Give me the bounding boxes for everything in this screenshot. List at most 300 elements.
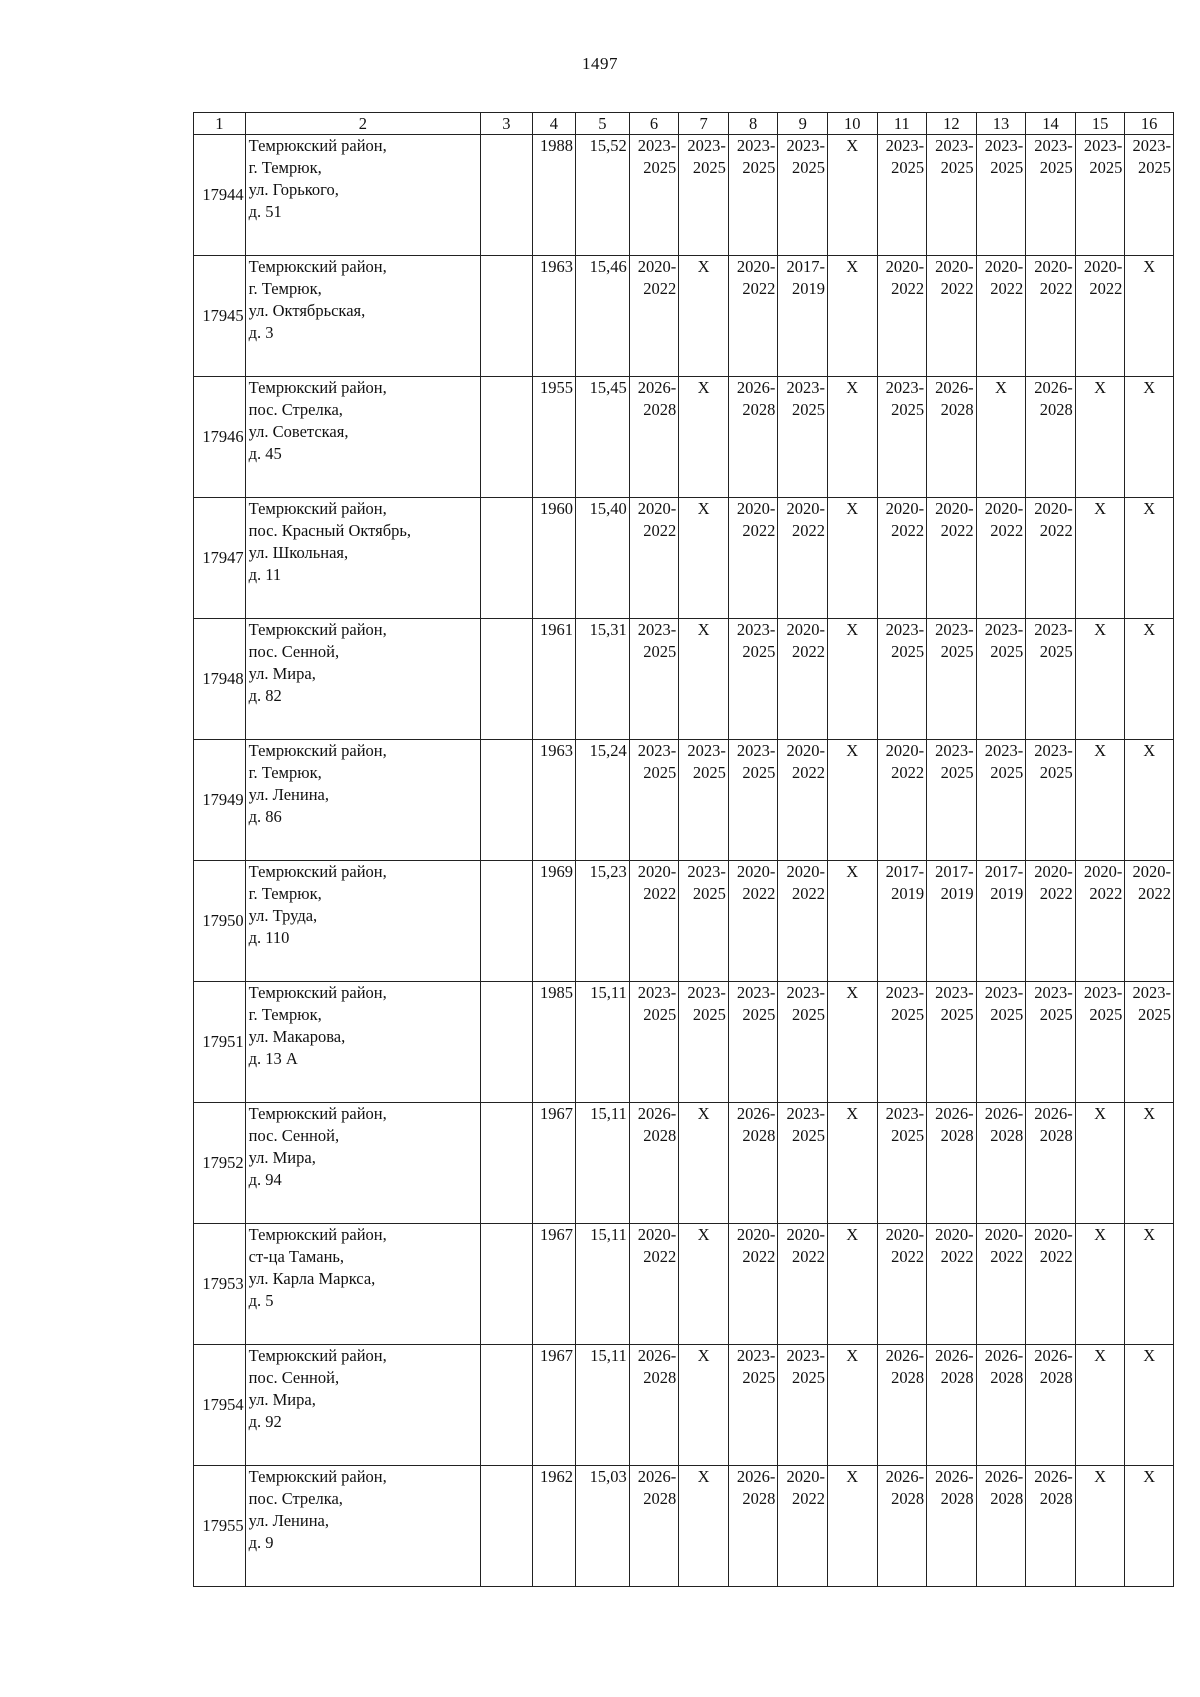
period-cell-7	[679, 135, 729, 256]
period-cell-10: X	[827, 1103, 877, 1224]
period-start: 2026-	[984, 1346, 1024, 1365]
address-cell	[245, 1224, 480, 1345]
address-line: Темрюкский район,	[248, 1346, 387, 1365]
period-cell-14	[1026, 982, 1076, 1103]
period-start: 2023-	[1083, 136, 1123, 155]
address-line: д. 51	[248, 202, 282, 221]
column-header: 3	[481, 113, 533, 135]
year-cell: 1967	[532, 1103, 575, 1224]
period-end: 2025	[1039, 1005, 1073, 1024]
period-cell-7	[679, 740, 729, 861]
period-end: 2025	[742, 1005, 776, 1024]
period-end: 2022	[990, 279, 1024, 298]
period-end: 2022	[1089, 279, 1123, 298]
period-start: 2020-	[736, 862, 776, 881]
year-cell: 1962	[532, 1466, 575, 1587]
period-end: 2025	[1089, 158, 1123, 177]
address-cell	[245, 861, 480, 982]
period-cell-16	[1125, 982, 1174, 1103]
period-cell-10: X	[827, 498, 877, 619]
period-start: 2017-	[935, 862, 974, 881]
period-cell-8	[728, 619, 778, 740]
column-3-cell	[481, 861, 533, 982]
record-number: 17950	[194, 861, 246, 982]
period-start: 2026-	[885, 1346, 925, 1365]
period-cell-6	[629, 1224, 679, 1345]
period-cell-14	[1026, 1224, 1076, 1345]
period-start: 2023-	[935, 741, 974, 760]
period-cell-11	[877, 740, 927, 861]
period-start: 2023-	[786, 378, 825, 397]
period-cell-13	[976, 619, 1026, 740]
period-cell-15	[1075, 256, 1125, 377]
period-cell-9	[778, 1466, 828, 1587]
period-start: 2023-	[637, 620, 677, 639]
period-end: 2025	[990, 642, 1024, 661]
period-end: 2025	[1138, 158, 1171, 177]
period-end: 2025	[742, 158, 776, 177]
period-start: 2023-	[885, 983, 925, 1002]
period-end: 2022	[940, 1247, 974, 1266]
period-end: 2028	[940, 400, 974, 419]
period-end: 2028	[990, 1126, 1024, 1145]
address-line: ул. Советская,	[248, 422, 349, 441]
period-cell-11	[877, 1345, 927, 1466]
table-row	[194, 498, 1174, 619]
column-header: 11	[877, 113, 927, 135]
column-3-cell	[481, 135, 533, 256]
address-cell	[245, 498, 480, 619]
column-header: 16	[1125, 113, 1174, 135]
period-start: 2017-	[984, 862, 1024, 881]
address-line: г. Темрюк,	[248, 279, 322, 298]
period-cell-7: X	[679, 619, 729, 740]
period-start: 2023-	[637, 983, 677, 1002]
address-line: Темрюкский район,	[248, 741, 387, 760]
period-cell-14	[1026, 377, 1076, 498]
period-start: 2026-	[637, 378, 677, 397]
value-cell: 15,23	[576, 861, 630, 982]
year-cell: 1960	[532, 498, 575, 619]
column-header: 7	[679, 113, 729, 135]
period-start: 2023-	[1083, 983, 1123, 1002]
period-cell-9	[778, 619, 828, 740]
period-cell-9	[778, 982, 828, 1103]
period-cell-13: X	[976, 377, 1026, 498]
period-start: 2026-	[935, 1467, 974, 1486]
table-row	[194, 1345, 1174, 1466]
period-end: 2025	[891, 642, 925, 661]
address-line: д. 110	[248, 928, 290, 947]
period-cell-7: X	[679, 1466, 729, 1587]
period-cell-7: X	[679, 1103, 729, 1224]
period-end: 2025	[1039, 158, 1073, 177]
period-start: 2023-	[935, 983, 974, 1002]
period-end: 2028	[1039, 1489, 1073, 1508]
period-cell-8	[728, 1345, 778, 1466]
period-start: 2017-	[885, 862, 925, 881]
address-cell	[245, 982, 480, 1103]
address-line: ул. Мира,	[248, 1148, 316, 1167]
address-line: ул. Горького,	[248, 180, 339, 199]
period-cell-6	[629, 619, 679, 740]
period-cell-14	[1026, 1103, 1076, 1224]
period-cell-15: X	[1075, 498, 1125, 619]
period-cell-13	[976, 256, 1026, 377]
address-line: ул. Школьная,	[248, 543, 349, 562]
period-end: 2025	[1039, 763, 1073, 782]
period-cell-8	[728, 377, 778, 498]
period-cell-15: X	[1075, 619, 1125, 740]
period-cell-9	[778, 740, 828, 861]
period-cell-7: X	[679, 377, 729, 498]
period-start: 2020-	[786, 1467, 825, 1486]
period-end: 2022	[791, 763, 825, 782]
period-end: 2025	[643, 158, 677, 177]
period-cell-14	[1026, 619, 1076, 740]
period-end: 2022	[1039, 521, 1073, 540]
period-cell-13	[976, 498, 1026, 619]
period-end: 2025	[791, 1368, 825, 1387]
column-3-cell	[481, 1345, 533, 1466]
period-start: 2026-	[984, 1467, 1024, 1486]
period-end: 2025	[940, 642, 974, 661]
table-row	[194, 861, 1174, 982]
period-end: 2022	[742, 884, 776, 903]
period-start: 2023-	[1132, 983, 1171, 1002]
period-end: 2022	[791, 521, 825, 540]
period-cell-10: X	[827, 982, 877, 1103]
column-3-cell	[481, 1103, 533, 1224]
value-cell: 15,11	[576, 1103, 630, 1224]
period-end: 2025	[791, 158, 825, 177]
period-start: 2020-	[935, 257, 974, 276]
period-cell-8	[728, 1224, 778, 1345]
period-end: 2022	[891, 763, 925, 782]
period-end: 2028	[742, 400, 776, 419]
period-end: 2025	[990, 1005, 1024, 1024]
period-end: 2028	[1039, 1368, 1073, 1387]
address-line: г. Темрюк,	[248, 1005, 322, 1024]
period-cell-13	[976, 982, 1026, 1103]
address-cell	[245, 1103, 480, 1224]
address-line: Темрюкский район,	[248, 862, 387, 881]
period-start: 2023-	[786, 136, 825, 155]
period-start: 2020-	[885, 499, 925, 518]
period-start: 2023-	[687, 983, 726, 1002]
period-cell-16: X	[1125, 256, 1174, 377]
period-cell-14	[1026, 256, 1076, 377]
period-cell-16: X	[1125, 1224, 1174, 1345]
period-start: 2023-	[1034, 620, 1073, 639]
period-start: 2026-	[1034, 1346, 1073, 1365]
address-line: д. 86	[248, 807, 282, 826]
address-line: пос. Стрелка,	[248, 1489, 343, 1508]
period-cell-11	[877, 256, 927, 377]
period-end: 2022	[643, 1247, 677, 1266]
period-cell-16: X	[1125, 1345, 1174, 1466]
period-cell-7: X	[679, 1345, 729, 1466]
period-start: 2023-	[1034, 983, 1073, 1002]
period-cell-15: X	[1075, 1103, 1125, 1224]
period-cell-12	[927, 377, 977, 498]
column-3-cell	[481, 256, 533, 377]
period-cell-13	[976, 1345, 1026, 1466]
column-3-cell	[481, 498, 533, 619]
period-cell-8	[728, 1466, 778, 1587]
column-header: 4	[532, 113, 575, 135]
period-cell-7	[679, 982, 729, 1103]
period-start: 2023-	[786, 1346, 825, 1365]
period-cell-14	[1026, 498, 1076, 619]
year-cell: 1967	[532, 1345, 575, 1466]
period-start: 2026-	[935, 378, 974, 397]
period-cell-9	[778, 1103, 828, 1224]
period-start: 2020-	[1034, 862, 1073, 881]
column-3-cell	[481, 740, 533, 861]
period-start: 2023-	[637, 136, 677, 155]
period-start: 2023-	[1132, 136, 1171, 155]
period-end: 2028	[940, 1368, 974, 1387]
period-start: 2020-	[1034, 499, 1073, 518]
address-line: г. Темрюк,	[248, 884, 322, 903]
value-cell: 15,24	[576, 740, 630, 861]
address-line: Темрюкский район,	[248, 136, 387, 155]
period-start: 2026-	[637, 1346, 677, 1365]
period-cell-12	[927, 861, 977, 982]
period-end: 2025	[742, 763, 776, 782]
header-row	[194, 113, 1174, 135]
table-row	[194, 256, 1174, 377]
record-number: 17948	[194, 619, 246, 740]
column-header: 5	[576, 113, 630, 135]
period-start: 2023-	[885, 378, 925, 397]
address-line: пос. Сенной,	[248, 1126, 340, 1145]
address-line: Темрюкский район,	[248, 1467, 387, 1486]
value-cell: 15,40	[576, 498, 630, 619]
period-end: 2022	[891, 279, 925, 298]
period-cell-10: X	[827, 377, 877, 498]
address-line: ул. Труда,	[248, 906, 318, 925]
value-cell: 15,46	[576, 256, 630, 377]
address-line: Темрюкский район,	[248, 1104, 387, 1123]
period-start: 2017-	[786, 257, 825, 276]
table-row	[194, 377, 1174, 498]
table-row	[194, 982, 1174, 1103]
period-cell-13	[976, 740, 1026, 861]
address-line: ул. Ленина,	[248, 785, 329, 804]
period-cell-12	[927, 982, 977, 1103]
period-start: 2023-	[736, 620, 776, 639]
value-cell: 15,52	[576, 135, 630, 256]
table-row	[194, 1224, 1174, 1345]
period-end: 2022	[742, 521, 776, 540]
period-cell-12	[927, 1224, 977, 1345]
period-start: 2026-	[885, 1467, 925, 1486]
period-start: 2023-	[687, 862, 726, 881]
period-end: 2019	[891, 884, 925, 903]
column-header: 8	[728, 113, 778, 135]
period-start: 2020-	[984, 499, 1024, 518]
period-end: 2028	[643, 1489, 677, 1508]
period-cell-9	[778, 256, 828, 377]
address-line: пос. Стрелка,	[248, 400, 343, 419]
period-end: 2019	[990, 884, 1024, 903]
period-cell-13	[976, 861, 1026, 982]
period-start: 2020-	[1034, 1225, 1073, 1244]
period-start: 2020-	[1083, 257, 1123, 276]
period-cell-16: X	[1125, 1103, 1174, 1224]
period-end: 2028	[940, 1489, 974, 1508]
value-cell: 15,11	[576, 982, 630, 1103]
period-end: 2028	[990, 1368, 1024, 1387]
period-start: 2020-	[786, 862, 825, 881]
address-line: Темрюкский район,	[248, 499, 387, 518]
period-cell-12	[927, 740, 977, 861]
period-start: 2023-	[786, 983, 825, 1002]
period-end: 2028	[742, 1489, 776, 1508]
period-end: 2025	[891, 1005, 925, 1024]
period-end: 2025	[742, 642, 776, 661]
address-line: Темрюкский район,	[248, 257, 387, 276]
table-row	[194, 1103, 1174, 1224]
period-start: 2023-	[1034, 136, 1073, 155]
period-start: 2023-	[935, 620, 974, 639]
period-cell-8	[728, 256, 778, 377]
period-start: 2020-	[984, 1225, 1024, 1244]
address-line: ул. Карла Маркса,	[248, 1269, 376, 1288]
period-start: 2023-	[984, 983, 1024, 1002]
column-3-cell	[481, 619, 533, 740]
period-start: 2020-	[637, 257, 677, 276]
period-cell-6	[629, 135, 679, 256]
period-start: 2020-	[786, 620, 825, 639]
column-header: 15	[1075, 113, 1125, 135]
period-start: 2023-	[687, 741, 726, 760]
period-start: 2026-	[935, 1104, 974, 1123]
address-line: Темрюкский район,	[248, 378, 387, 397]
column-header: 10	[827, 113, 877, 135]
period-cell-6	[629, 1466, 679, 1587]
period-cell-7: X	[679, 498, 729, 619]
period-start: 2020-	[885, 1225, 925, 1244]
address-line: ул. Мира,	[248, 664, 316, 683]
period-start: 2026-	[637, 1467, 677, 1486]
period-end: 2022	[990, 521, 1024, 540]
address-line: д. 45	[248, 444, 282, 463]
address-line: д. 94	[248, 1170, 282, 1189]
column-3-cell	[481, 1466, 533, 1587]
period-cell-10: X	[827, 861, 877, 982]
period-start: 2020-	[786, 1225, 825, 1244]
period-start: 2026-	[1034, 378, 1073, 397]
period-start: 2023-	[984, 136, 1024, 155]
period-cell-16: X	[1125, 377, 1174, 498]
period-cell-13	[976, 1224, 1026, 1345]
period-cell-15	[1075, 861, 1125, 982]
column-3-cell	[481, 377, 533, 498]
period-end: 2028	[1039, 1126, 1073, 1145]
column-header: 1	[194, 113, 246, 135]
column-3-cell	[481, 982, 533, 1103]
period-cell-12	[927, 1466, 977, 1587]
period-start: 2020-	[984, 257, 1024, 276]
period-cell-11	[877, 982, 927, 1103]
period-start: 2020-	[1034, 257, 1073, 276]
period-cell-16: X	[1125, 740, 1174, 861]
period-cell-12	[927, 1345, 977, 1466]
period-cell-7: X	[679, 1224, 729, 1345]
period-end: 2022	[791, 884, 825, 903]
year-cell: 1961	[532, 619, 575, 740]
column-header: 13	[976, 113, 1026, 135]
address-line: Темрюкский район,	[248, 983, 387, 1002]
period-end: 2025	[791, 1005, 825, 1024]
period-end: 2025	[940, 1005, 974, 1024]
period-start: 2026-	[736, 1467, 776, 1486]
period-end: 2025	[891, 400, 925, 419]
period-start: 2020-	[935, 499, 974, 518]
period-start: 2023-	[935, 136, 974, 155]
record-number: 17946	[194, 377, 246, 498]
column-header: 14	[1026, 113, 1076, 135]
period-cell-16: X	[1125, 1466, 1174, 1587]
address-line: пос. Сенной,	[248, 1368, 340, 1387]
period-start: 2020-	[935, 1225, 974, 1244]
period-cell-11	[877, 1466, 927, 1587]
table-row	[194, 1466, 1174, 1587]
period-start: 2020-	[1132, 862, 1171, 881]
period-start: 2023-	[885, 136, 925, 155]
period-cell-11	[877, 1103, 927, 1224]
period-cell-10: X	[827, 1224, 877, 1345]
address-line: г. Темрюк,	[248, 158, 322, 177]
period-start: 2020-	[1083, 862, 1123, 881]
period-start: 2023-	[637, 741, 677, 760]
address-cell	[245, 1466, 480, 1587]
record-number: 17951	[194, 982, 246, 1103]
period-end: 2022	[643, 521, 677, 540]
period-start: 2020-	[885, 257, 925, 276]
period-end: 2025	[692, 1005, 726, 1024]
period-cell-8	[728, 740, 778, 861]
period-cell-16	[1125, 135, 1174, 256]
period-cell-7	[679, 861, 729, 982]
period-end: 2025	[742, 1368, 776, 1387]
period-start: 2023-	[885, 620, 925, 639]
period-start: 2023-	[736, 741, 776, 760]
period-cell-6	[629, 256, 679, 377]
year-cell: 1985	[532, 982, 575, 1103]
address-line: д. 11	[248, 565, 282, 584]
period-start: 2020-	[736, 499, 776, 518]
period-cell-15: X	[1075, 1224, 1125, 1345]
period-end: 2022	[891, 521, 925, 540]
period-start: 2020-	[786, 499, 825, 518]
record-number: 17955	[194, 1466, 246, 1587]
period-end: 2022	[742, 279, 776, 298]
year-cell: 1963	[532, 256, 575, 377]
column-3-cell	[481, 1224, 533, 1345]
period-end: 2028	[891, 1489, 925, 1508]
period-end: 2022	[990, 1247, 1024, 1266]
period-start: 2020-	[637, 499, 677, 518]
period-cell-10: X	[827, 740, 877, 861]
period-cell-12	[927, 256, 977, 377]
period-cell-9	[778, 1345, 828, 1466]
period-cell-8	[728, 861, 778, 982]
period-cell-12	[927, 619, 977, 740]
